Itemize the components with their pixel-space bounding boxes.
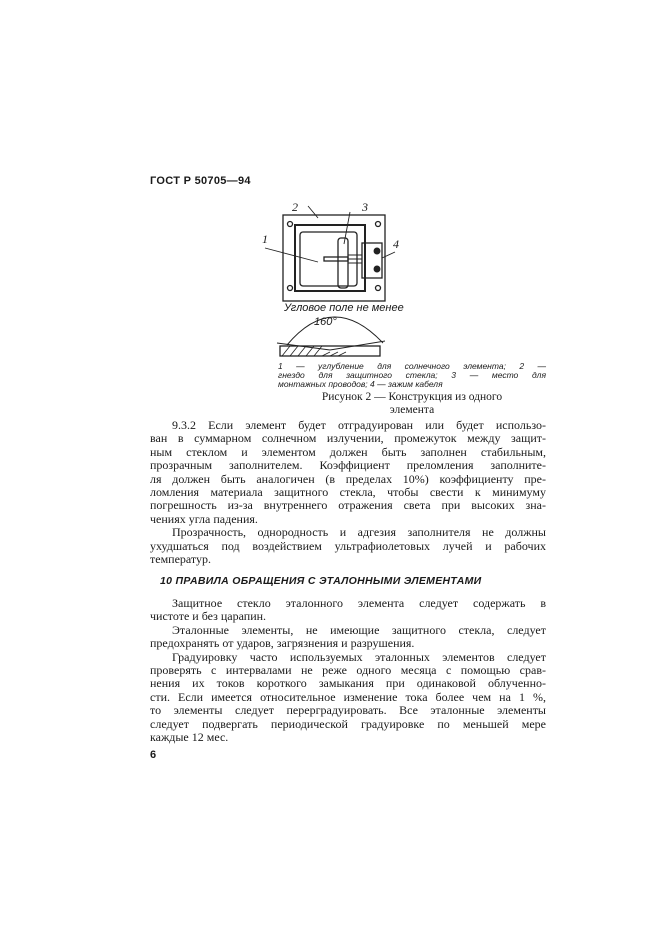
- paragraph-line: чениях угла падения.: [150, 511, 258, 526]
- figure-label-2: 2: [292, 200, 298, 214]
- paragraph-line: 9.3.2 Если элемент будет отградуирован или будет использо-: [172, 418, 546, 432]
- paragraph-line: сти. Если имеется относительное изменение тока более чем на 1 %,: [150, 689, 546, 704]
- mount-hole: [288, 222, 293, 227]
- paragraph-line: ломления материала защитного стекла, чтобы свести к минимуму: [150, 485, 546, 499]
- figure-label-4: 4: [393, 237, 399, 251]
- section-view: [280, 346, 380, 356]
- paragraph-line: Прозрачность, однородность и адгезия заполнителя не должны: [172, 525, 546, 540]
- mount-hole: [288, 286, 293, 291]
- figure-title: Рисунок 2 — Конструкция из одного: [321, 391, 503, 403]
- section-heading: 10 ПРАВИЛА ОБРАЩЕНИЯ С ЭТАЛОННЫМИ ЭЛЕМЕНТАМИ: [160, 575, 482, 587]
- wire-place: [338, 238, 348, 288]
- paragraph-line: нения их токов короткого замыкания при одинаковой облученно-: [150, 676, 546, 691]
- figure-caption-line: 1 — углубление для солнечного элемента; 2 —: [278, 361, 546, 371]
- clamp-screw: [374, 248, 380, 254]
- angle-note: Угловое поле не менее: [284, 302, 404, 314]
- angle-value: 160°: [314, 316, 337, 328]
- figure-caption-line: гнездо для защитного стекла; 3 — место для: [278, 370, 546, 380]
- paragraph-line: проверять с интервалами не реже одного месяца с помощью срав-: [150, 663, 546, 677]
- clamp-screw: [374, 266, 380, 272]
- figure-label-3: 3: [362, 200, 368, 214]
- figure-caption-line: монтажных проводов; 4 — зажим кабеля: [278, 379, 443, 389]
- paragraph-line: ухудшаться под воздействием ультрафиолетовых лучей и рабочих: [150, 538, 546, 553]
- document-header: ГОСТ Р 50705—94: [150, 175, 251, 187]
- paragraph-line: ван в суммарном солнечном излучении, промежуток между защит-: [150, 431, 546, 446]
- paragraph-line: погрешность из-за внутреннего отражения света при высоких зна-: [150, 498, 546, 513]
- element-housing: [283, 215, 385, 301]
- paragraph-line: то элементы следует перерградуировать. Все эталонные элементы: [150, 703, 546, 718]
- paragraph-line: Градуировку часто используемых эталонных элементов следует: [172, 649, 546, 664]
- paragraph-line: ля должен быть аналогичен (в пределах 10%) коэффициенту пре-: [150, 471, 546, 486]
- page-number: 6: [150, 749, 157, 761]
- paragraph-line: прозрачным заполнителем. Коэффициент преломления заполните-: [150, 458, 546, 473]
- wire-lines: [348, 255, 362, 263]
- mount-hole: [376, 222, 381, 227]
- cell-lead: [324, 257, 348, 261]
- figure-title-cont: элемента: [389, 404, 435, 416]
- mount-hole: [376, 286, 381, 291]
- figure-label-1: 1: [262, 232, 268, 246]
- paragraph-line: предохранять от ударов, загрязнения и разрушения.: [150, 636, 415, 651]
- paragraph-line: температур.: [150, 552, 212, 566]
- paragraph-line: каждые 12 мес.: [150, 730, 229, 744]
- paragraph-line: следует подвергать периодической градуировке по меньшей мере: [150, 716, 546, 731]
- paragraph-line: Эталонные элементы, не имеющие защитного стекла, следует: [172, 622, 546, 637]
- paragraph-line: Защитное стекло эталонного элемента следует содержать в: [172, 596, 546, 610]
- paragraph-line: ным стеклом и элементом должен быть заполнен стабильным,: [150, 444, 546, 459]
- paragraph-line: чистоте и без царапин.: [150, 609, 267, 624]
- glass-seat: [295, 225, 365, 291]
